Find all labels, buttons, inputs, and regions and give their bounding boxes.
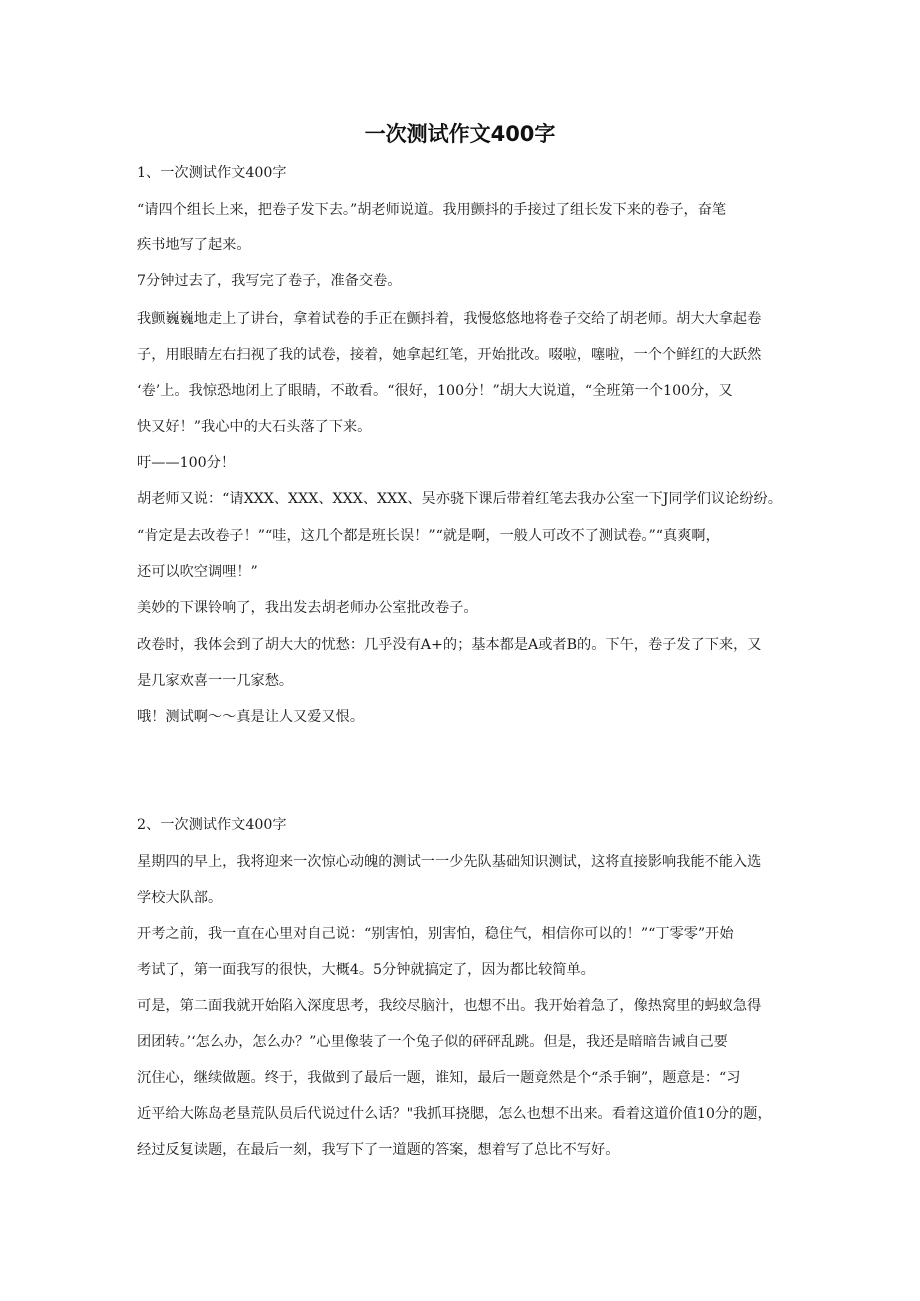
paragraph-line: 是几家欢喜一一几家愁。: [137, 673, 294, 689]
paragraph-line: 可是，第二面我就开始陷入深度思考，我绞尽脑汁，也想不出。我开始着急了，像热窝里的蚂蚁急得: [137, 998, 762, 1014]
paragraph-line: 子，用眼睛左右扫视了我的试卷，接着，她拿起红笔，开始批改。啜啦，噻啦，一个个鲜红的大跃然: [137, 347, 762, 363]
paragraph-line: 考试了，第一面我写的很快，大概4。5分钟就搞定了，因为都比较简单。: [137, 962, 595, 978]
section-2-heading: 2、一次测试作文400字: [137, 817, 287, 833]
paragraph-line: 沉住心，继续做题。终于，我做到了最后一题，谁知，最后一题竟然是个“杀手锏”，题意是：“习: [137, 1070, 741, 1086]
paragraph-line: 改卷时，我体会到了胡大大的忧愁：几乎没有A+的；基本都是A或者B的。下午，卷子发了下来，又: [137, 637, 762, 653]
paragraph-line: “请四个组长上来，把卷子发下去。”胡老师说道。我用颤抖的手接过了组长发下来的卷子，奋笔: [137, 202, 727, 218]
paragraph-line: 还可以吹空调哩！”: [137, 564, 258, 580]
document-title: 一次测试作文400字: [364, 122, 556, 146]
paragraph-line: 胡老师又说：“请XXX、XXX、XXX、XXX、吴亦骁下课后带着红笔去我办公室一下J同学们议论纷纷。: [137, 491, 782, 507]
paragraph-line: 团团转。’‘怎么办，怎么办？”心里像装了一个兔子似的砰砰乱跳。但是，我还是暗暗告诫自己要: [137, 1034, 728, 1050]
paragraph-line: 吁——100分！: [137, 455, 236, 471]
paragraph-line: 学校大队部。: [137, 890, 223, 906]
paragraph-line: 快又好！”我心中的大石头落了下来。: [137, 419, 372, 435]
paragraph-line: “肯定是去改卷子！”“哇，这几个都是班长误！”“就是啊，一般人可改不了测试卷。”“真爽啊，: [137, 528, 720, 544]
paragraph-line: 美妙的下课铃响了，我出发去胡老师办公室批改卷子。: [137, 600, 478, 616]
paragraph-line: 近平给大陈岛老垦荒队员后代说过什么话？"我抓耳挠腮，怎么也想不出来。看着这道价值10分的题，: [137, 1106, 772, 1122]
paragraph-line: 我颤巍巍地走上了讲台，拿着试卷的手正在颤抖着，我慢悠悠地将卷子交给了胡老师。胡大大拿起卷: [137, 311, 762, 327]
paragraph-line: 星期四的早上，我将迎来一次惊心动魄的测试一一少先队基础知识测试，这将直接影响我能不能入选: [137, 854, 762, 870]
paragraph-line: ‘卷’上。我惊恐地闭上了眼睛，不敢看。“很好，100分！”胡大大说道，“全班第一个100分，又: [137, 383, 733, 399]
section-1-heading: 1、一次测试作文400字: [137, 165, 287, 181]
paragraph-line: 经过反复读题，在最后一刻，我写下了一道题的答案，想着写了总比不写好。: [137, 1142, 620, 1158]
paragraph-line: 开考之前，我一直在心里对自己说：“别害怕，别害怕，稳住气，相信你可以的！”“丁零零”开始: [137, 926, 734, 942]
paragraph-line: 7分钟过去了，我写完了卷子，准备交卷。: [137, 273, 402, 289]
paragraph-line: 疾书地写了起来。: [137, 237, 251, 253]
paragraph-line: 哦！测试啊～～真是让人又爱又恨。: [137, 709, 365, 725]
